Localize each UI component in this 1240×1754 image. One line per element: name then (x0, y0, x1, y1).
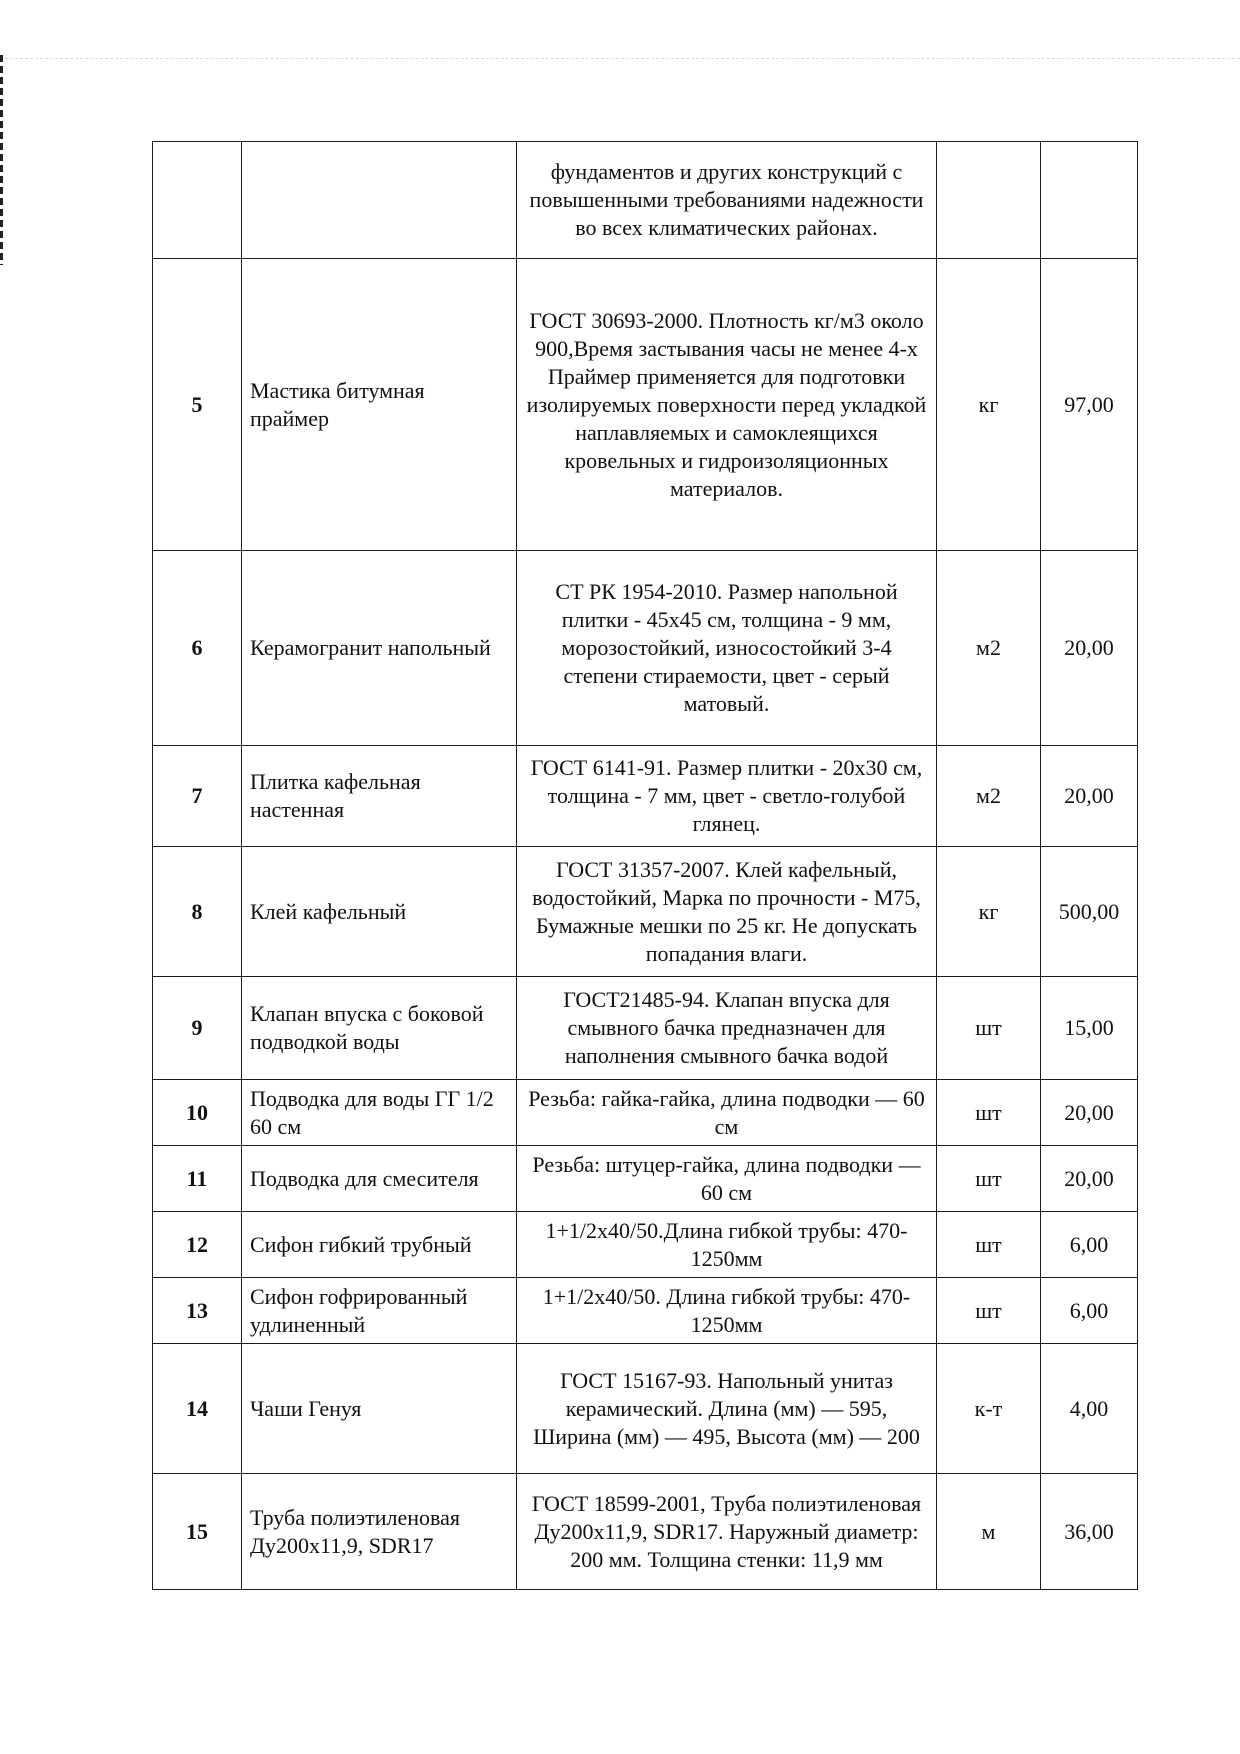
item-description: 1+1/2х40/50.Длина гибкой трубы: 470-1250мм (517, 1212, 937, 1278)
row-number: 13 (153, 1278, 242, 1344)
quantity: 500,00 (1041, 847, 1138, 977)
item-name: Сифон гофрированный удлиненный (242, 1278, 517, 1344)
item-description: 1+1/2х40/50. Длина гибкой трубы: 470-1250мм (517, 1278, 937, 1344)
item-description: ГОСТ 18599-2001, Труба полиэтиленовая Ду200х11,9, SDR17. Наружный диаметр: 200 мм. Толщина стенки: 11,9 мм (517, 1474, 937, 1590)
item-name (242, 142, 517, 259)
unit-of-measure: шт (937, 1212, 1041, 1278)
row-number: 7 (153, 746, 242, 847)
item-description: Резьба: штуцер-гайка, длина подводки — 60 см (517, 1146, 937, 1212)
unit-of-measure (937, 142, 1041, 259)
table-row (153, 1278, 1138, 1344)
table-row (153, 1474, 1138, 1590)
unit-of-measure: к-т (937, 1344, 1041, 1474)
item-description: ГОСТ 6141-91. Размер плитки - 20х30 см, толщина - 7 мм, цвет - светло-голубой глянец. (517, 746, 937, 847)
quantity: 20,00 (1041, 746, 1138, 847)
unit-of-measure: шт (937, 1278, 1041, 1344)
item-description: ГОСТ 31357-2007. Клей кафельный, водостойкий, Марка по прочности - М75, Бумажные мешки по 25 кг. Не допускать попадания влаги. (517, 847, 937, 977)
table-row (153, 142, 1138, 259)
item-description: ГОСТ 15167-93. Напольный унитаз керамический. Длина (мм) — 595, Ширина (мм) — 495, Высота (мм) — 200 (517, 1344, 937, 1474)
spec-table-body (153, 142, 1138, 1590)
scan-artifact-left-edge (0, 55, 3, 265)
unit-of-measure: м (937, 1474, 1041, 1590)
row-number (153, 142, 242, 259)
quantity: 36,00 (1041, 1474, 1138, 1590)
quantity (1041, 142, 1138, 259)
unit-of-measure: м2 (937, 551, 1041, 746)
row-number: 6 (153, 551, 242, 746)
item-description: СТ РК 1954-2010. Размер напольной плитки - 45х45 см, толщина - 9 мм, морозостойкий, износостойкий 3-4 степени стираемости, цвет - серый матовый. (517, 551, 937, 746)
item-name: Подводка для воды ГГ 1/2 60 см (242, 1080, 517, 1146)
item-description: фундаментов и других конструкций с повышенными требованиями надежности во всех климатических районах. (517, 142, 937, 259)
item-name: Клей кафельный (242, 847, 517, 977)
item-name: Плитка кафельная настенная (242, 746, 517, 847)
item-name: Керамогранит напольный (242, 551, 517, 746)
table-row (153, 1212, 1138, 1278)
quantity: 6,00 (1041, 1278, 1138, 1344)
quantity: 97,00 (1041, 259, 1138, 551)
item-name: Сифон гибкий трубный (242, 1212, 517, 1278)
unit-of-measure: шт (937, 1146, 1041, 1212)
quantity: 20,00 (1041, 1080, 1138, 1146)
unit-of-measure: м2 (937, 746, 1041, 847)
row-number: 9 (153, 977, 242, 1080)
table-row (153, 1080, 1138, 1146)
item-name: Чаши Генуя (242, 1344, 517, 1474)
table-row (153, 1344, 1138, 1474)
row-number: 8 (153, 847, 242, 977)
row-number: 15 (153, 1474, 242, 1590)
table-row (153, 847, 1138, 977)
scan-artifact-top-line (0, 58, 1240, 59)
row-number: 5 (153, 259, 242, 551)
quantity: 4,00 (1041, 1344, 1138, 1474)
quantity: 6,00 (1041, 1212, 1138, 1278)
row-number: 11 (153, 1146, 242, 1212)
item-description: ГОСТ 30693-2000. Плотность кг/м3 около 900,Время застывания часы не менее 4-х Праймер применяется для подготовки изолируемых поверхности перед укладкой наплавляемых и самоклеящихся кровельных и гидроизоляционных материалов. (517, 259, 937, 551)
item-description: ГОСТ21485-94. Клапан впуска для смывного бачка предназначен для наполнения смывного бачка водой (517, 977, 937, 1080)
unit-of-measure: шт (937, 1080, 1041, 1146)
quantity: 20,00 (1041, 551, 1138, 746)
quantity: 15,00 (1041, 977, 1138, 1080)
unit-of-measure: шт (937, 977, 1041, 1080)
table-row (153, 977, 1138, 1080)
row-number: 12 (153, 1212, 242, 1278)
table-row (153, 1146, 1138, 1212)
row-number: 14 (153, 1344, 242, 1474)
item-description: Резьба: гайка-гайка, длина подводки — 60 см (517, 1080, 937, 1146)
unit-of-measure: кг (937, 259, 1041, 551)
item-name: Мастика битумная праймер (242, 259, 517, 551)
row-number: 10 (153, 1080, 242, 1146)
item-name: Подводка для смесителя (242, 1146, 517, 1212)
materials-spec-table (152, 141, 1138, 1590)
table-row (153, 259, 1138, 551)
item-name: Труба полиэтиленовая Ду200х11,9, SDR17 (242, 1474, 517, 1590)
quantity: 20,00 (1041, 1146, 1138, 1212)
table-row (153, 551, 1138, 746)
unit-of-measure: кг (937, 847, 1041, 977)
table-row (153, 746, 1138, 847)
item-name: Клапан впуска с боковой подводкой воды (242, 977, 517, 1080)
